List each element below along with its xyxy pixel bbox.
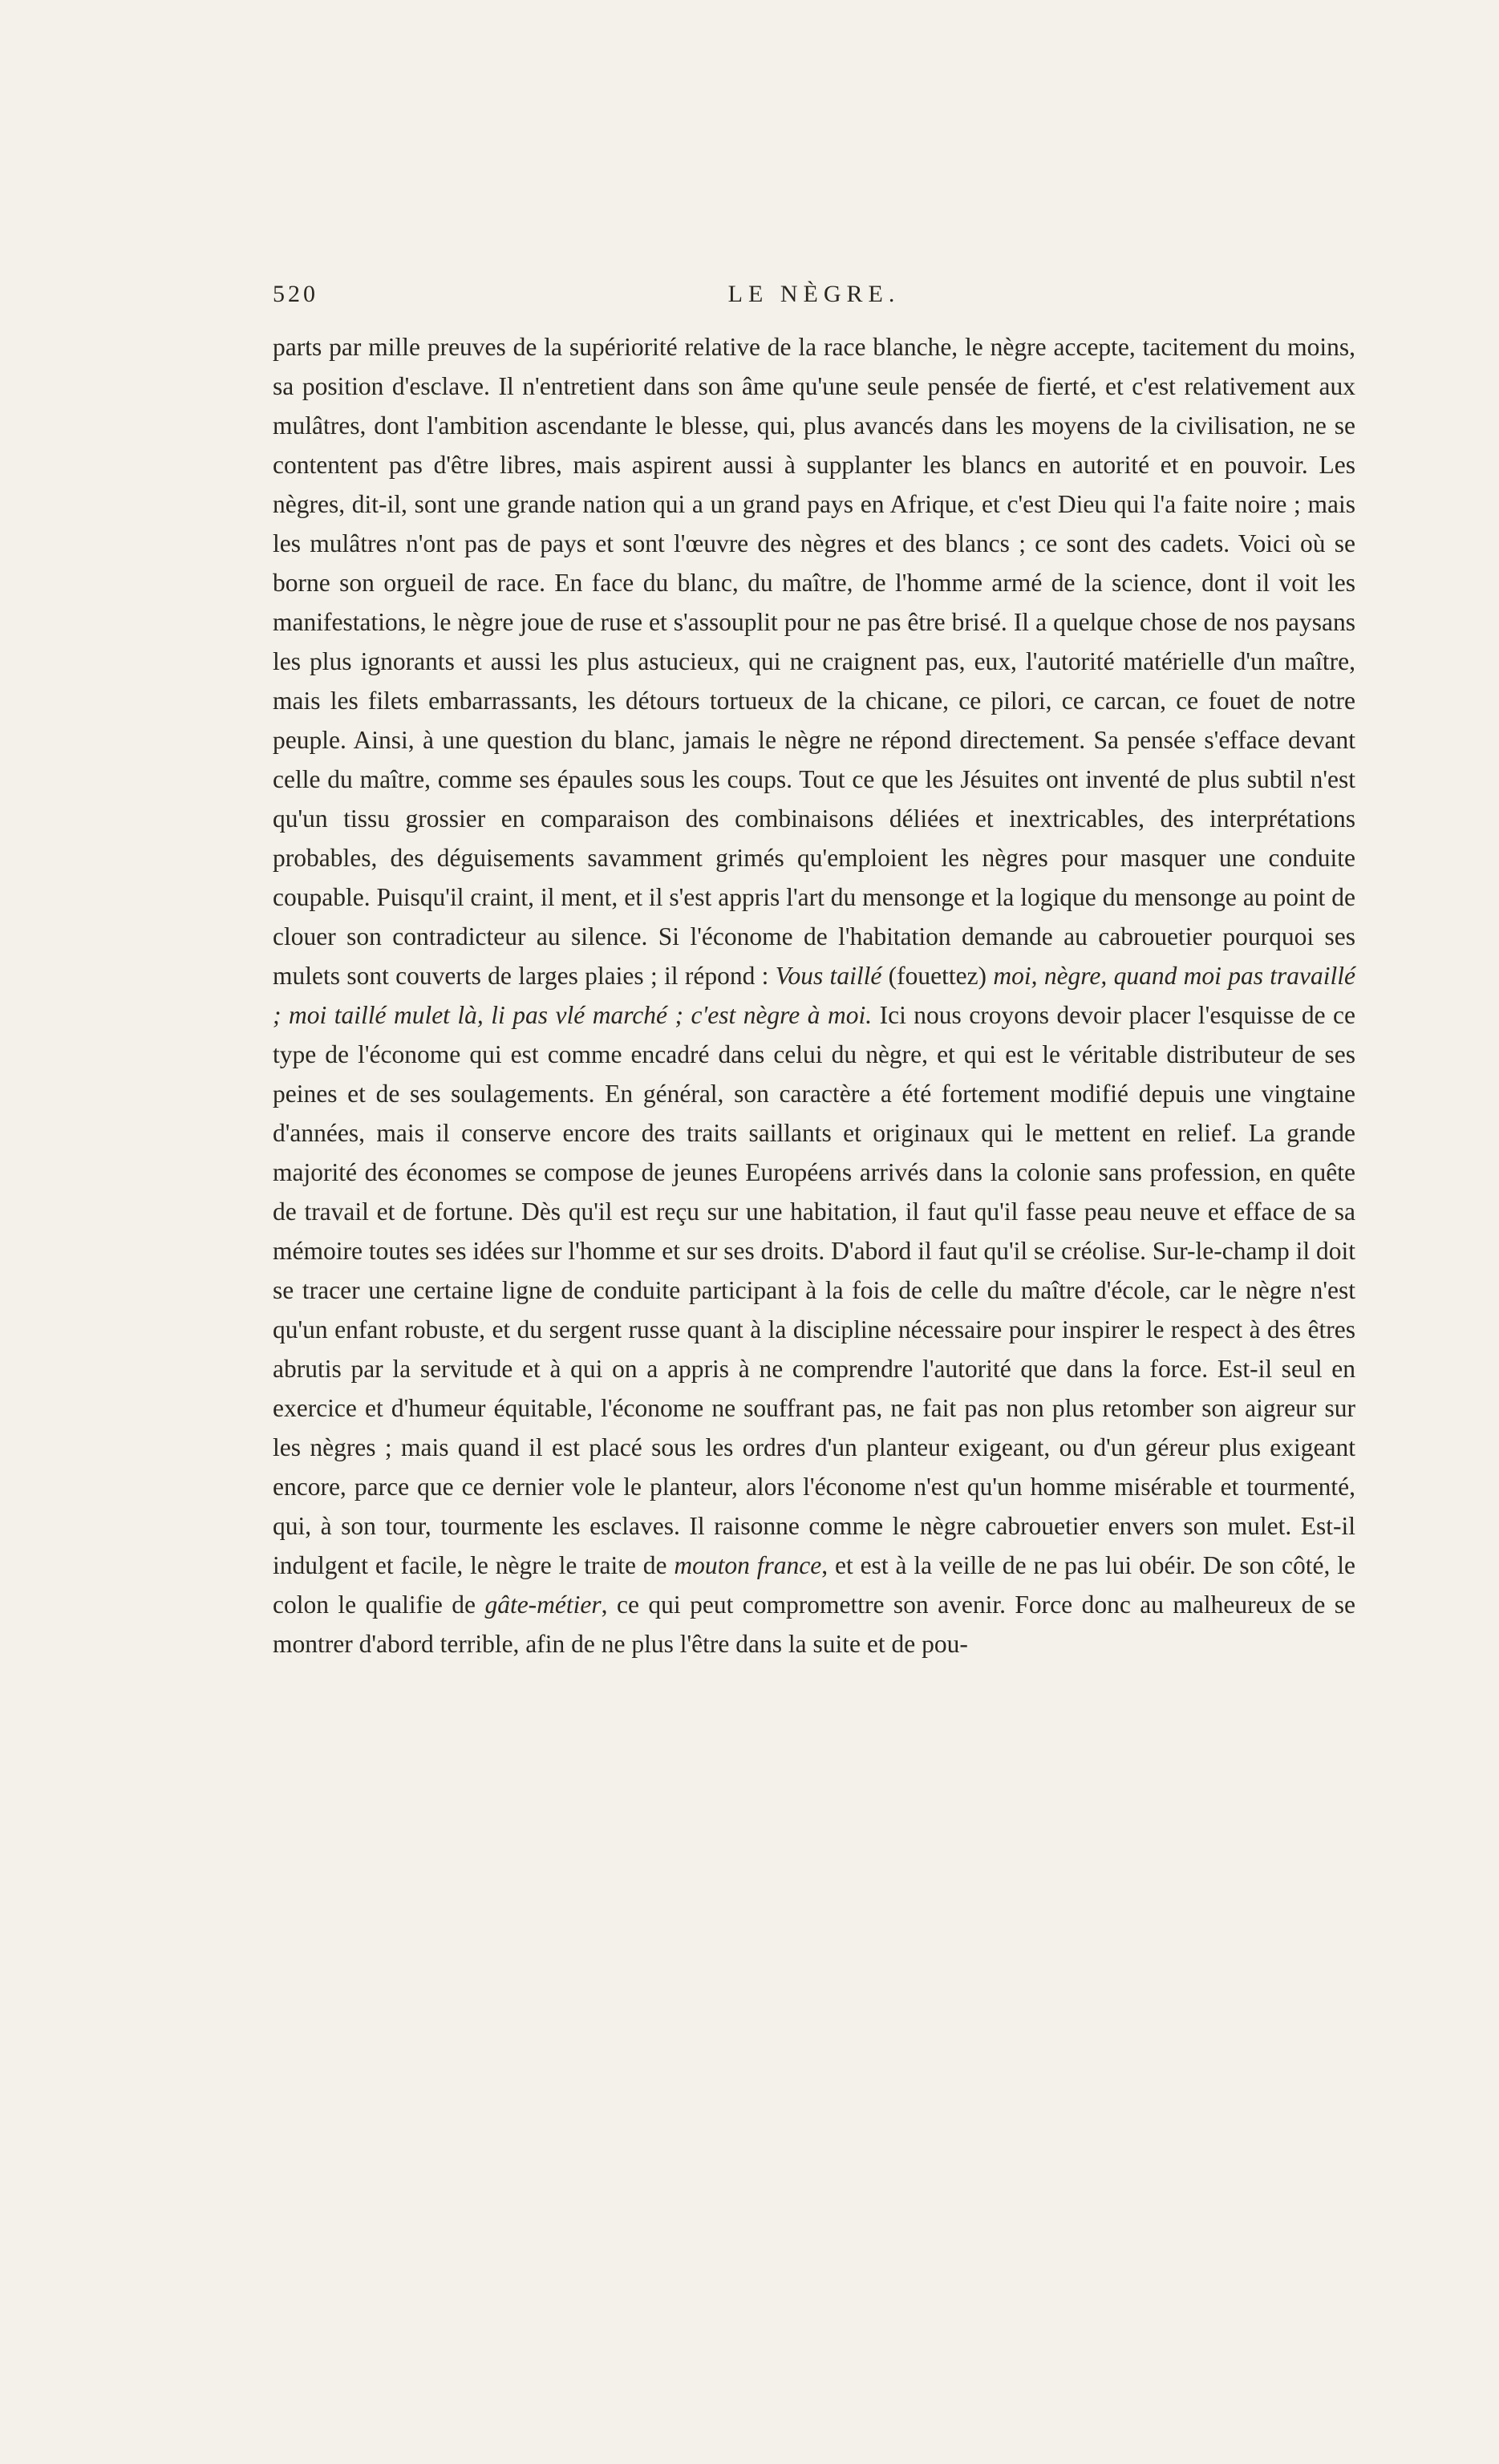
- page-header: [273, 281, 1355, 313]
- text-segment: (fouettez): [881, 962, 994, 990]
- page-number: 520: [273, 281, 318, 307]
- book-page: [273, 281, 1355, 1664]
- text-segment: parts par mille preuves de la supériorité relative de la race blanche, le nègre accepte, tacitement du moins, sa position d'esclave. Il n'entretient dans son âme qu'une seule pensée de fierté, et c'est relativement aux mulâtres, dont l'ambition ascendante le blesse, qui, plus avancés dans les moyens de la civilisation, ne se contentent pas d'être libres, mais aspirent aussi à supplanter les blancs en autorité et en pouvoir. Les nègres, dit-il, sont une grande nation qui a un grand pays en Afrique, et c'est Dieu qui l'a faite noire ; mais les mulâtres n'ont pas de pays et sont l'œuvre des nègres et des blancs ; ce sont des cadets. Voici où se borne son orgueil de race. En face du blanc, du maître, de l'homme armé de la science, dont il voit les manifestations, le nègre joue de ruse et s'assouplit pour ne pas être brisé. Il a quelque chose de nos paysans les plus ignorants et aussi les plus astucieux, qui ne craignent pas, eux, l'autorité matérielle d'un maître, mais les filets embarrassants, les détours tortueux de la chicane, ce pilori, ce carcan, ce fouet de notre peuple. Ainsi, à une question du blanc, jamais le nègre ne répond directement. Sa pensée s'efface devant celle du maître, comme ses épaules sous les coups. Tout ce que les Jésuites ont inventé de plus subtil n'est qu'un tissu grossier en comparaison des combinaisons déliées et inextricables, des interprétations probables, des déguisements savamment grimés qu'emploient les nègres pour masquer une conduite coupable. Puisqu'il craint, il ment, et il s'est appris l'art du mensonge et la logique du mensonge au point de clouer son contradicteur au silence. Si l'économe de l'habitation demande au cabrouetier pourquoi ses mulets sont couverts de larges plaies ; il répond :: [273, 333, 1355, 990]
- text-segment: , ce qui peut compromettre son avenir. Force donc au malheureux de se montrer d'abord terrible, afin de ne plus l'être dans la suite et de pou-: [273, 1591, 1355, 1658]
- text-segment: Ici nous croyons devoir placer l'esquisse de ce type de l'économe qui est comme encadré dans celui du nègre, et qui est le véritable distributeur de ses peines et de ses soulagements. En général, son caractère a été fortement modifié depuis une vingtaine d'années, mais il conserve encore des traits saillants et originaux qui le mettent en relief. La grande majorité des économes se compose de jeunes Européens arrivés dans la colonie sans profession, en quête de travail et de fortune. Dès qu'il est reçu sur une habitation, il faut qu'il fasse peau neuve et efface de sa mémoire toutes ses idées sur l'homme et sur ses droits. D'abord il faut qu'il se créolise. Sur-le-champ il doit se tracer une certaine ligne de conduite participant à la fois de celle du maître d'école, car le nègre n'est qu'un enfant robuste, et du sergent russe quant à la discipline nécessaire pour inspirer le respect à des êtres abrutis par la servitude et à qui on a appris à ne comprendre l'autorité que dans la force. Est-il seul en exercice et d'humeur équitable, l'économe ne souffrant pas, ne fait pas non plus retomber son aigreur sur les nègres ; mais quand il est placé sous les ordres d'un planteur exigeant, ou d'un géreur plus exigeant encore, parce que ce dernier vole le planteur, alors l'économe n'est qu'un homme misérable et tourmenté, qui, à son tour, tourmente les esclaves. Il raisonne comme le nègre cabrouetier envers son mulet. Est-il indulgent et facile, le nègre le traite de: [273, 1001, 1355, 1579]
- italic-quote-segment: moi, nègre, quand moi pas travaillé ; moi taillé mulet là, li pas vlé marché ; c'est nègre à moi.: [273, 962, 1356, 1029]
- running-title: LE NÈGRE.: [727, 281, 901, 307]
- italic-term-segment: mouton france: [674, 1551, 822, 1579]
- body-paragraph: [273, 327, 1355, 1664]
- italic-quote-segment: Vous taillé: [775, 962, 882, 990]
- italic-term-segment: gâte-métier: [484, 1591, 602, 1619]
- text-segment: , et est à la veille de ne pas lui obéir. De son côté, le colon le qualifie de: [273, 1551, 1355, 1619]
